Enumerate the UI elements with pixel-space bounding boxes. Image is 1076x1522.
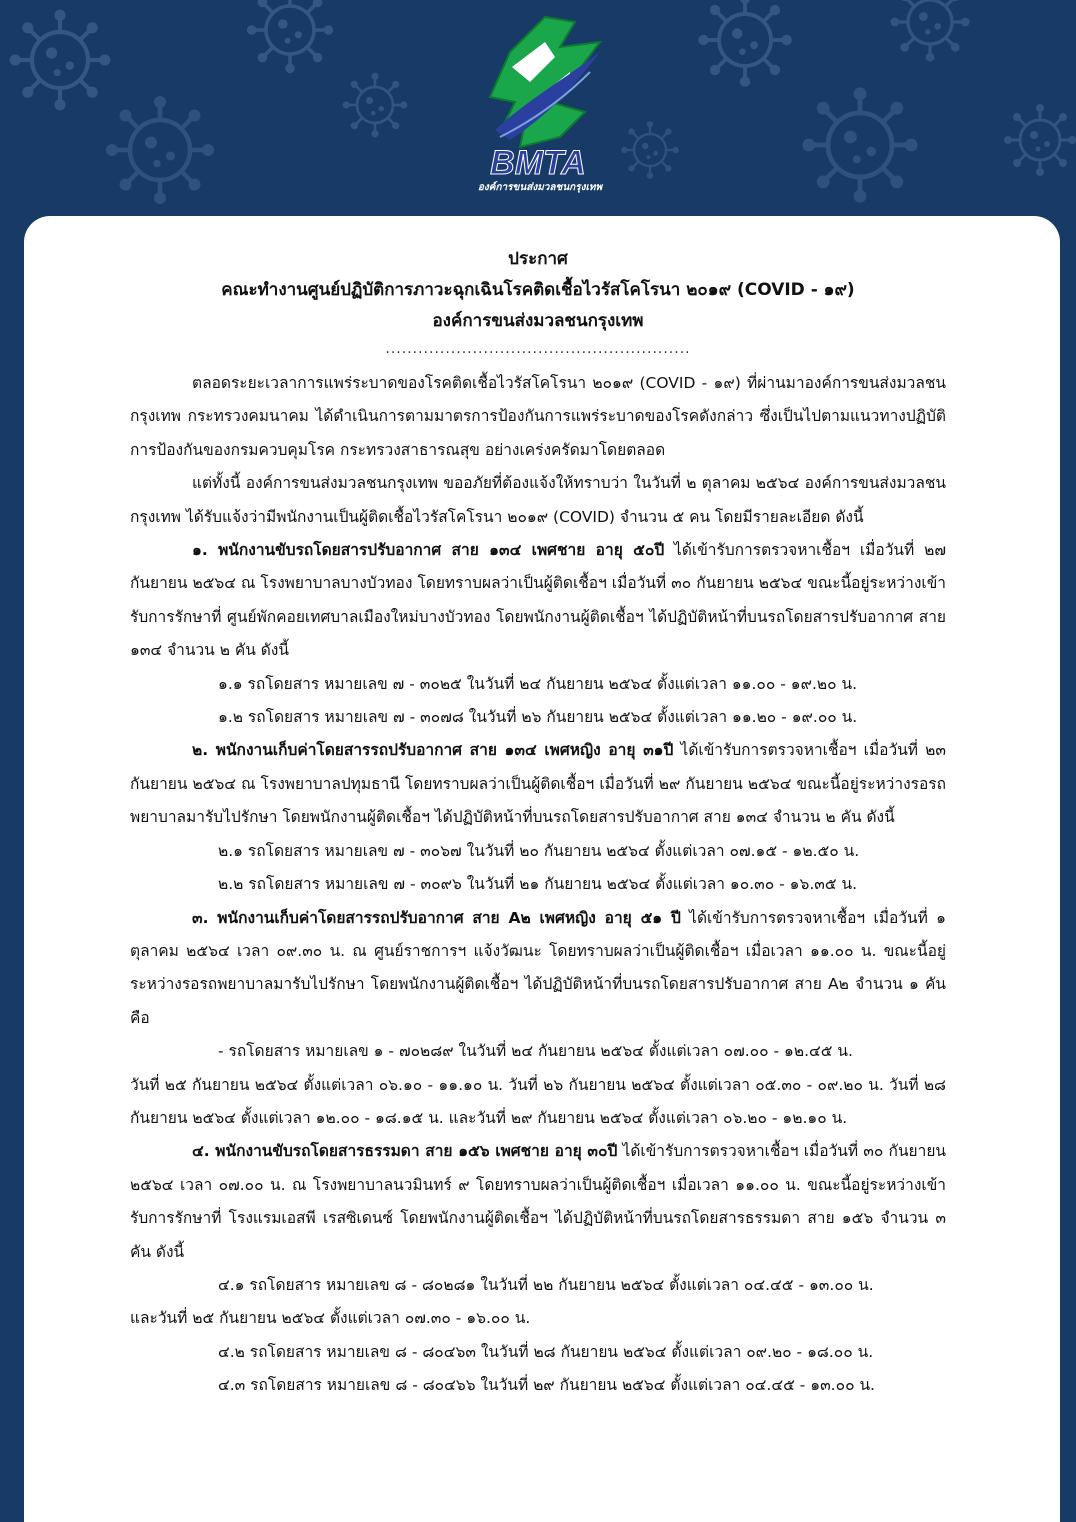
intro-paragraph-1: ตลอดระยะเวลาการแพร่ระบาดของโรคติดเชื้อไวรัสโคโรนา ๒๐๑๙ (COVID - ๑๙) ที่ผ่านมาองค์การขนส่งมวลชนกรุงเทพ กระทรวงคมนาคม ได้ดำเนินการตามมาตรการป้องกันการแพร่ระบาดของโรคดังกล่าว ซึ่งเป็นไปตามแนวทางปฏิบัติการป้องกันของกรมควบคุมโรค กระทรวงสาธารณสุข อย่างเคร่งครัดมาโดยตลอด (130, 374, 946, 459)
case-1 (130, 534, 946, 668)
announcement-card (24, 216, 1060, 1522)
case-4-bus-1: ๔.๑ รถโดยสาร หมายเลข ๘ - ๘๐๒๘๑ ในวันที่ ๒๒ กันยายน ๒๕๖๔ ตั้งแต่เวลา ๐๔.๔๕ - ๑๓.๐๐ น. (218, 1275, 874, 1294)
heading-line-3: องค์การขนส่งมวลชนกรุงเทพ (432, 311, 644, 331)
case-1-text: ได้เข้ารับการตรวจหาเชื้อฯ เมื่อวันที่ ๒๗ กันยายน ๒๕๖๔ ณ โรงพยาบาลบางบัวทอง โดยทราบผลว่าเป็นผู้ติดเชื้อฯ เมื่อวันที่ ๓๐ กันยายน ๒๕๖๔ ขณะนี้อยู่ระหว่างเข้ารับการรักษาที่ ศูนย์พักคอยเทศบาลเมืองใหม่บางบัวทอง โดยพนักงานผู้ติดเชื้อฯ ได้ปฏิบัติหน้าที่บนรถโดยสารปรับอากาศ สาย ๑๓๔ จำนวน ๒ คัน ดังนี้ (130, 541, 946, 660)
case-2 (130, 734, 946, 834)
case-3 (130, 902, 946, 1036)
case-3-bus-1: - รถโดยสาร หมายเลข ๑ - ๗๐๒๘๙ ในวันที่ ๒๔ กันยายน ๒๕๖๔ ตั้งแต่เวลา ๐๗.๐๐ - ๑๒.๔๕ น. (218, 1042, 853, 1061)
heading-line-2: คณะทำงานศูนย์ปฏิบัติการภาวะฉุกเฉินโรคติดเชื้อไวรัสโคโรนา ๒๐๑๙ (COVID - ๑๙) (221, 280, 855, 300)
intro-paragraph-2: แต่ทั้งนี้ องค์การขนส่งมวลชนกรุงเทพ ขออภัยที่ต้องแจ้งให้ทราบว่า ในวันที่ ๒ ตุลาคม ๒๕๖๔ องค์การขนส่งมวลชนกรุงเทพ ได้รับแจ้งว่ามีพนักงานเป็นผู้ติดเชื้อไวรัสโคโรนา ๒๐๑๙ (COVID) จำนวน ๕ คน โดยมีรายละเอียด ดังนี้ (130, 474, 946, 526)
heading-line-1: ประกาศ (508, 249, 568, 269)
case-2-bus-2: ๒.๒ รถโดยสาร หมายเลข ๗ - ๓๐๙๖ ในวันที่ ๒๑ กันยายน ๒๕๖๔ ตั้งแต่เวลา ๑๐.๓๐ - ๑๖.๓๕ น. (218, 875, 858, 894)
case-1-title: ๑. พนักงานขับรถโดยสารปรับอากาศ สาย ๑๓๔ เพศชาย อายุ ๕๐ปี (192, 541, 665, 560)
case-4-bus-2: ๔.๒ รถโดยสาร หมายเลข ๘ - ๘๐๔๖๓ ในวันที่ ๒๘ กันยายน ๒๕๖๔ ตั้งแต่เวลา ๐๙.๒๐ - ๑๘.๐๐ น. (218, 1342, 874, 1361)
case-3-text: ได้เข้ารับการตรวจหาเชื้อฯ เมื่อวันที่ ๑ ตุลาคม ๒๕๖๔ เวลา ๐๙.๓๐ น. ณ ศูนย์ราชการฯ แจ้งวัฒนะ โดยทราบผลว่าเป็นผู้ติดเชื้อฯ เมื่อเวลา ๑๑.๐๐ น. ขณะนี้อยู่ระหว่างรอรถพยาบาลมารับไปรักษา โดยพนักงานผู้ติดเชื้อฯ ได้ปฏิบัติหน้าที่บนรถโดยสารปรับอากาศ สาย A๒ จำนวน ๑ คัน คือ (130, 908, 946, 1027)
case-4 (130, 1135, 946, 1269)
heading-divider: ........................................................ (385, 341, 691, 357)
case-2-title: ๒. พนักงานเก็บค่าโดยสารรถปรับอากาศ สาย ๑๓๔ เพศหญิง อายุ ๓๑ปี (192, 741, 674, 760)
case-3-title: ๓. พนักงานเก็บค่าโดยสารรถปรับอากาศ สาย A๒ เพศหญิง อายุ ๕๑ ปี (192, 908, 681, 927)
case-1-bus-1: ๑.๑ รถโดยสาร หมายเลข ๗ - ๓๐๒๕ ในวันที่ ๒๔ กันยายน ๒๕๖๔ ตั้งแต่เวลา ๑๑.๐๐ - ๑๙.๒๐ น. (218, 674, 858, 693)
case-4-title: ๔. พนักงานขับรถโดยสารธรรมดา สาย ๑๕๖ เพศชาย อายุ ๓๐ปี (192, 1142, 618, 1161)
case-4-text: ได้เข้ารับการตรวจหาเชื้อฯ เมื่อวันที่ ๓๐ กันยายน ๒๕๖๔ เวลา ๐๗.๐๐ น. ณ โรงพยาบาลนวมินทร์ ๙ โดยทราบผลว่าเป็นผู้ติดเชื้อฯ เมื่อเวลา ๑๑.๐๐ น. ขณะนี้อยู่ระหว่างเข้ารับการรักษาที่ โรงแรมเอสพี เรสซิเดนซ์ โดยพนักงานผู้ติดเชื้อฯ ได้ปฏิบัติหน้าที่บนรถโดยสารธรรมดา สาย ๑๕๖ จำนวน ๓ คัน ดังนี้ (130, 1142, 947, 1261)
announcement-document (130, 244, 946, 1403)
case-2-bus-1: ๒.๑ รถโดยสาร หมายเลข ๗ - ๓๐๖๗ ในวันที่ ๒๐ กันยายน ๒๕๖๔ ตั้งแต่เวลา ๐๗.๑๕ - ๑๒.๕๐ น. (218, 841, 860, 860)
case-1-bus-2: ๑.๒ รถโดยสาร หมายเลข ๗ - ๓๐๗๘ ในวันที่ ๒๖ กันยายน ๒๕๖๔ ตั้งแต่เวลา ๑๑.๒๐ - ๑๙.๐๐ น. (218, 708, 858, 727)
case-2-text: ได้เข้ารับการตรวจหาเชื้อฯ เมื่อวันที่ ๒๓ กันยายน ๒๕๖๔ ณ โรงพยาบาลปทุมธานี โดยทราบผลว่าเป็นผู้ติดเชื้อฯ เมื่อวันที่ ๒๙ กันยายน ๒๕๖๔ ขณะนี้อยู่ระหว่างรอรถพยาบาลมารับไปรักษา โดยพนักงานผู้ติดเชื้อฯ ได้ปฏิบัติหน้าที่บนรถโดยสารปรับอากาศ สาย ๑๓๔ จำนวน ๒ คัน ดังนี้ (130, 741, 946, 827)
logo-brand-text: BMTA (490, 144, 586, 182)
bmta-logo (450, 12, 630, 202)
logo-tagline-text: องค์การขนส่งมวลชนกรุงเทพ (477, 182, 603, 193)
case-4-bus-3: ๔.๓ รถโดยสาร หมายเลข ๘ - ๘๐๔๖๖ ในวันที่ ๒๙ กันยายน ๒๕๖๔ ตั้งแต่เวลา ๐๔.๔๕ - ๑๓.๐๐ น. (218, 1376, 875, 1395)
case-4-bus-1-cont: และวันที่ ๒๕ กันยายน ๒๕๖๔ ตั้งแต่เวลา ๐๗.๓๐ - ๑๖.๐๐ น. (130, 1309, 531, 1328)
case-3-bus-1-schedule: วันที่ ๒๕ กันยายน ๒๕๖๔ ตั้งแต่เวลา ๐๖.๑๐ - ๑๑.๑๐ น. วันที่ ๒๖ กันยายน ๒๕๖๔ ตั้งแต่เวลา ๐๕.๓๐ - ๐๙.๒๐ น. วันที่ ๒๘ กันยายน ๒๕๖๔ ตั้งแต่เวลา ๑๒.๐๐ - ๑๘.๑๕ น. และวันที่ ๒๙ กันยายน ๒๕๖๔ ตั้งแต่เวลา ๐๖.๒๐ - ๑๒.๑๐ น. (130, 1075, 946, 1127)
announcement-heading (130, 244, 946, 337)
